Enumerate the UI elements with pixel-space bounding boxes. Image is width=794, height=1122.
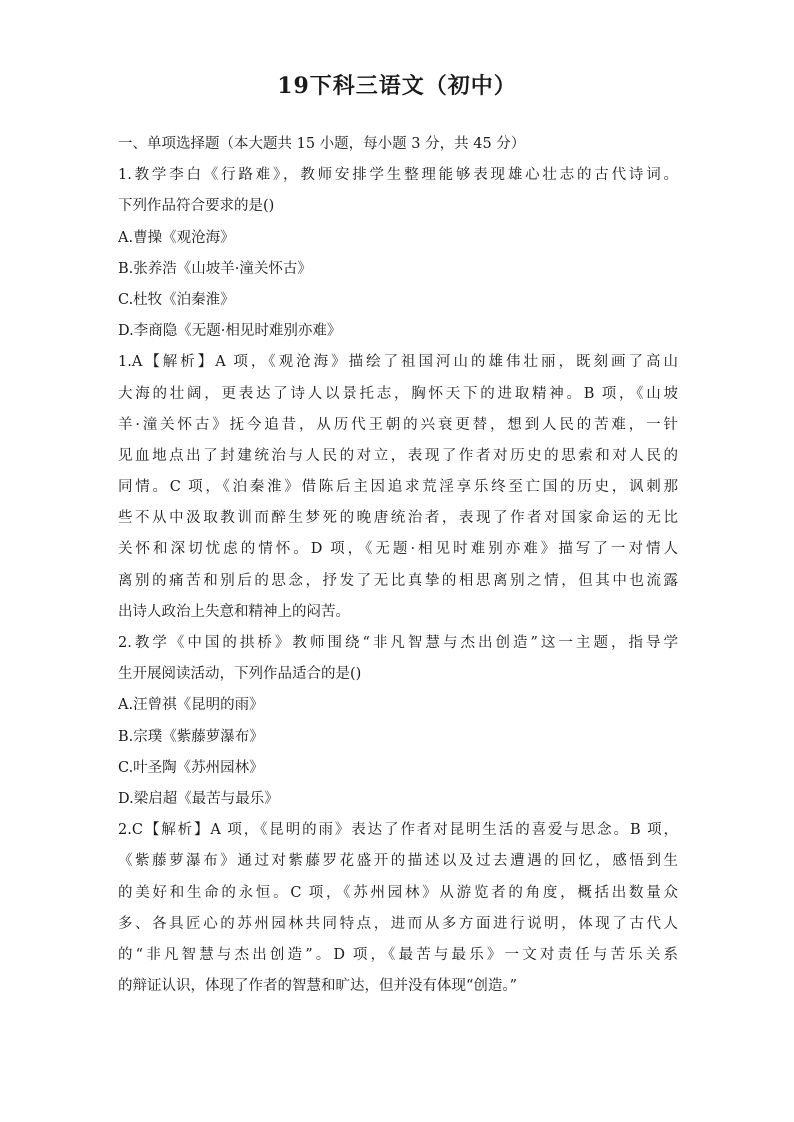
analysis-line: 见血地点出了封建统治与人民的对立，表现了作者对历史的思索和对人民的 [118, 447, 678, 464]
analysis-line: 的美好和生命的永恒。C 项，《苏州园林》从游览者的角度，概括出数量众 [118, 884, 678, 901]
analysis-line: 同情。C 项，《泊秦淮》借陈后主因追求荒淫享乐终至亡国的历史，讽刺那 [118, 479, 678, 496]
analysis-line: 大海的壮阔，更表达了诗人以景托志，胸怀天下的进取精神。B 项，《山坡 [118, 385, 678, 402]
option-b: B.张养浩《山坡羊·潼关怀古》 [118, 260, 312, 277]
option-b: B.宗璞《紫藤萝瀑布》 [118, 728, 264, 745]
question-stem-line: 1.教学李白《行路难》，教师安排学生整理能够表现雄心壮志的古代诗词。 [118, 167, 678, 184]
analysis-line: 《紫藤萝瀑布》通过对紫藤罗花盛开的描述以及过去遭遇的回忆，感悟到生 [118, 853, 678, 870]
analysis-line: 的辩证认识，体现了作者的智慧和旷达，但并没有体现“创造。” [118, 978, 518, 995]
analysis-line: 的“非凡智慧与杰出创造”。D 项，《最苦与最乐》一文对责任与苦乐关系 [118, 946, 678, 963]
analysis-line: 多、各具匠心的苏州园林共同特点，进而从多方面进行说明，体现了古代人 [118, 915, 678, 932]
question-stem-line: 2.教学《中国的拱桥》教师围绕“非凡智慧与杰出创造”这一主题，指导学 [118, 635, 678, 651]
analysis-line: 羊·潼关怀古》抚今追昔，从历代王朝的兴衰更替，想到人民的苦难，一针 [118, 416, 678, 433]
option-c: C.杜牧《泊秦淮》 [118, 291, 235, 308]
document-body [118, 129, 678, 1002]
analysis-line: 出诗人政治上失意和精神上的闷苦。 [118, 603, 350, 620]
option-c: C.叶圣陶《苏州园林》 [118, 759, 264, 776]
option-a: A.汪曾祺《昆明的雨》 [118, 697, 264, 714]
question-2 [118, 628, 678, 1002]
option-d: D.梁启超《最苦与最乐》 [118, 790, 279, 807]
question-stem-line: 下列作品符合要求的是() [118, 198, 275, 215]
analysis-line: 1.A【解析】A 项，《观沧海》描绘了祖国河山的雄伟壮丽，既刻画了高山 [118, 354, 678, 371]
analysis-line: 些不从中汲取教训而醉生梦死的晚唐统治者，表现了作者对国家命运的无比 [118, 510, 678, 527]
analysis-line: 2.C【解析】A 项，《昆明的雨》表达了作者对昆明生活的喜爱与思念。B 项， [118, 822, 678, 839]
analysis-line: 离别的痛苦和别后的思念，抒发了无比真挚的相思离别之情，但其中也流露 [118, 572, 678, 589]
question-stem-line: 生开展阅读活动，下列作品适合的是() [118, 666, 362, 683]
answer-analysis [118, 815, 678, 1002]
analysis-line: 关怀和深切忧虑的情怀。D 项，《无题·相见时难别亦难》描写了一对情人 [118, 541, 678, 558]
answer-analysis [118, 347, 678, 628]
question-1 [118, 160, 678, 628]
option-a: A.曹操《观沧海》 [118, 229, 235, 246]
option-d: D.李商隐《无题·相见时难别亦难》 [118, 323, 342, 340]
document-title: 19下科三语文（初中） [277, 73, 517, 99]
section-heading: 一、单项选择题（本大题共 15 小题，每小题 3 分，共 45 分） [118, 136, 526, 152]
